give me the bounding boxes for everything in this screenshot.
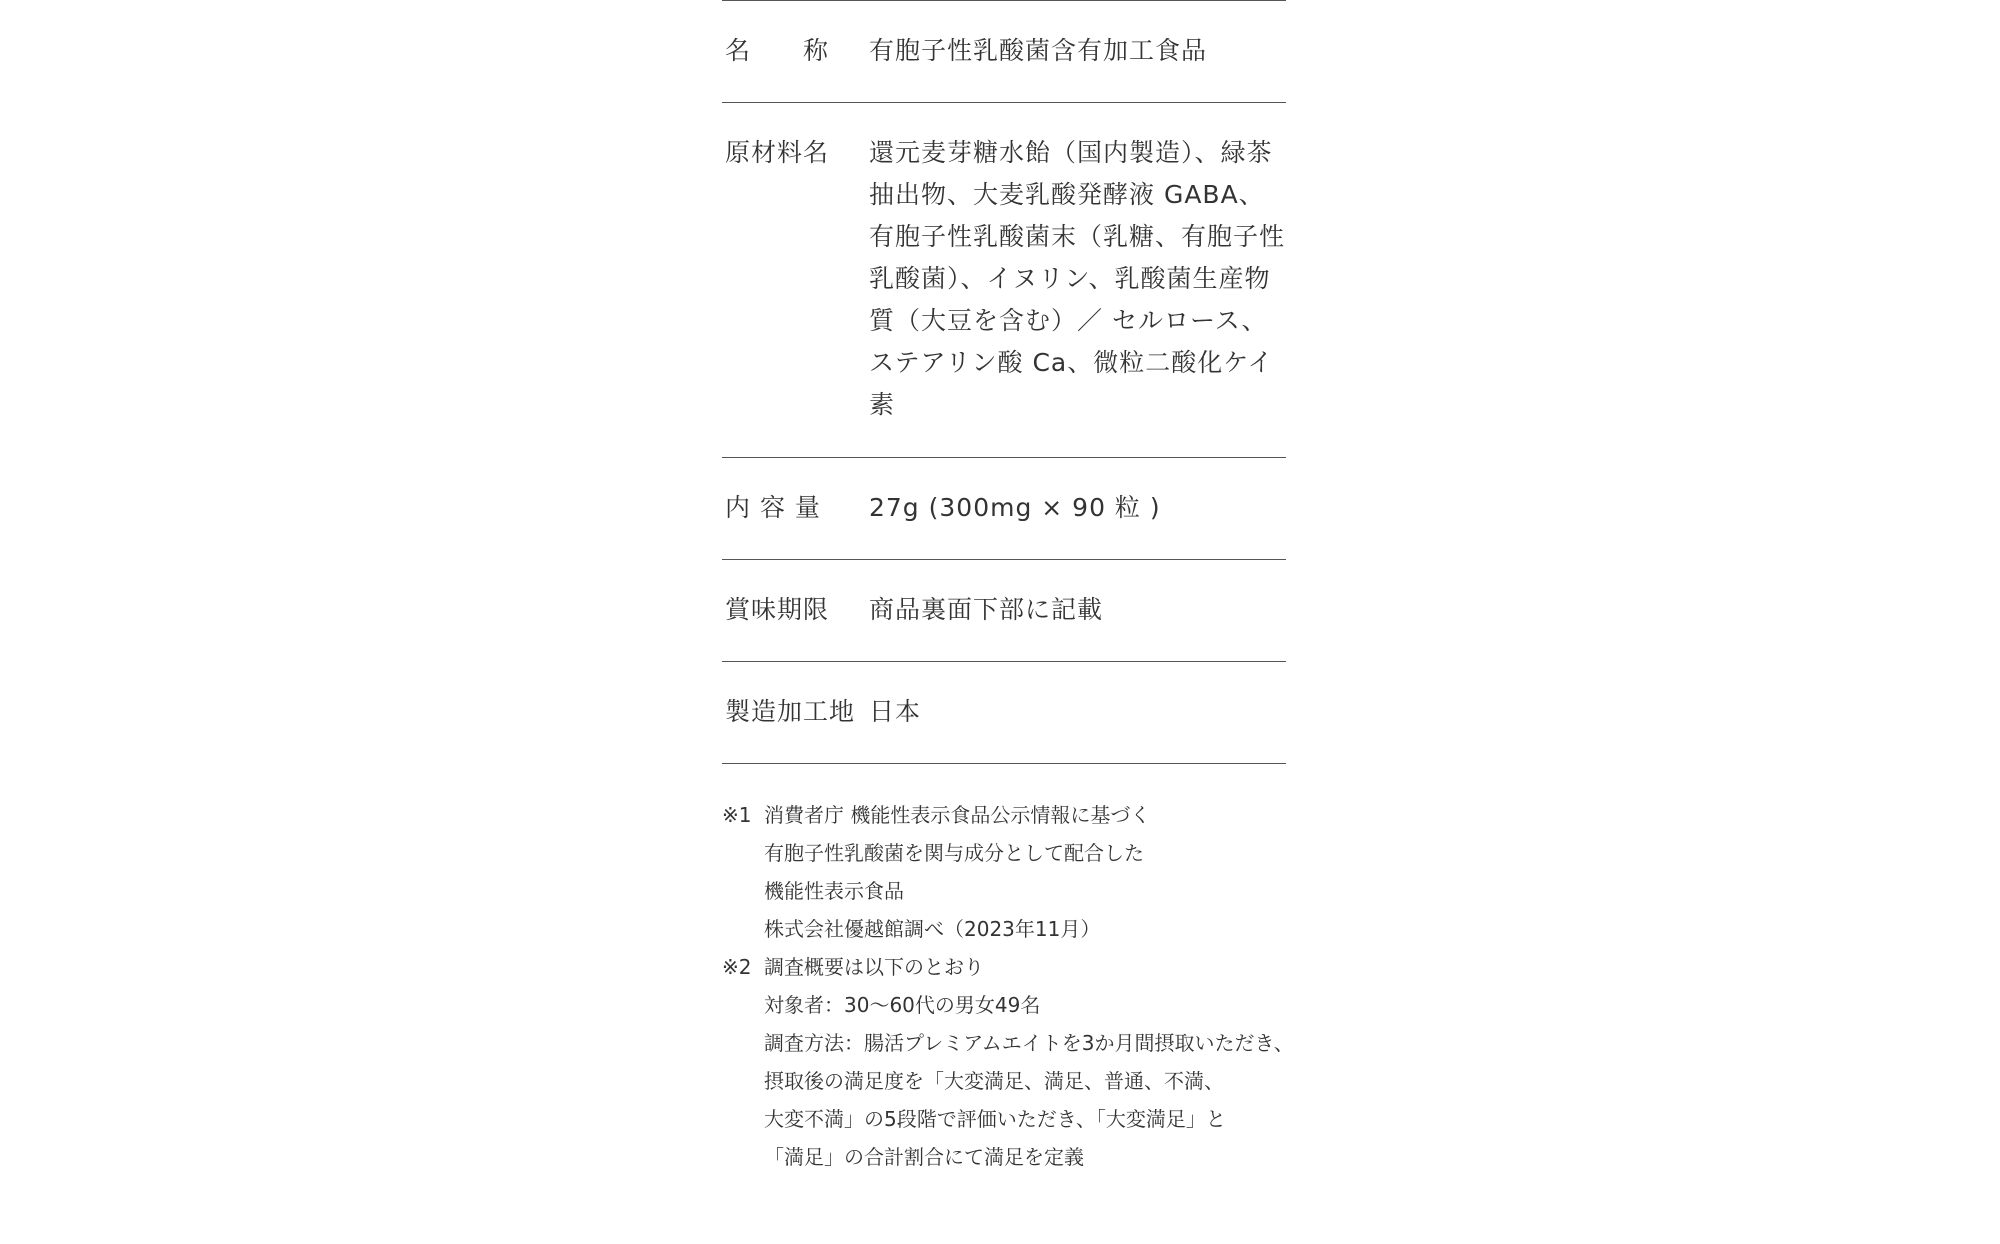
footnote-mark: ※1 [722,803,752,827]
footnote-2 [722,948,1322,1176]
footnote-line: 対象者：30〜60代の男女49名 [764,993,1041,1017]
footnote-line: 株式会社優越館調べ（2023年11月） [764,917,1101,941]
footnote-1 [722,796,1322,948]
spec-label-manufacturing-place: 製造加工地 [725,697,856,726]
spec-row-content-amount [722,458,1286,560]
spec-label-content-amount: 内 容 量 [725,493,821,522]
spec-label-ingredients: 原材料名 [725,138,830,167]
footnote-body [764,796,1322,948]
footnote-line: 消費者庁 機能性表示食品公示情報に基づく [764,803,1151,827]
spec-row-ingredients [722,103,1286,458]
spec-row-best-before [722,560,1286,662]
footnote-line: 有胞子性乳酸菌を関与成分として配合した [764,841,1144,865]
spec-value-best-before: 商品裏面下部に記載 [869,595,1104,624]
spec-value-name: 有胞子性乳酸菌含有加工食品 [869,36,1208,65]
footnote-line: 調査概要は以下のとおり [764,955,984,979]
spec-row-name [722,1,1286,103]
footnote-body [764,948,1322,1176]
footnote-mark: ※2 [722,955,752,979]
product-spec-table [722,0,1286,764]
footnote-line: 調査方法：腸活プレミアムエイトを3か月間摂取いただき、 [764,1031,1294,1055]
footnotes [722,796,1322,1176]
spec-value-content-amount: 27g (300mg × 90 粒 ) [869,493,1161,522]
footnote-line: 摂取後の満足度を「大変満足、満足、普通、不満、 [764,1069,1224,1093]
footnote-line: 大変不満」の5段階で評価いただき、「大変満足」と [764,1107,1226,1131]
footnote-line: 「満足」の合計割合にて満足を定義 [764,1145,1084,1169]
footnote-line: 機能性表示食品 [764,879,904,903]
spec-row-manufacturing-place [722,662,1286,764]
spec-value-ingredients: 還元麦芽糖水飴（国内製造）、緑茶抽出物、大麦乳酸発酵液 GABA、有胞子性乳酸菌末（乳糖、有胞子性乳酸菌）、イヌリン、乳酸菌生産物質（大豆を含む）／ セルロース、ステアリン酸 Ca、微粒二酸化ケイ素 [869,138,1286,419]
spec-value-manufacturing-place: 日本 [869,697,922,726]
spec-label-best-before: 賞味期限 [725,595,830,624]
spec-label-name: 名 称 [725,36,830,65]
